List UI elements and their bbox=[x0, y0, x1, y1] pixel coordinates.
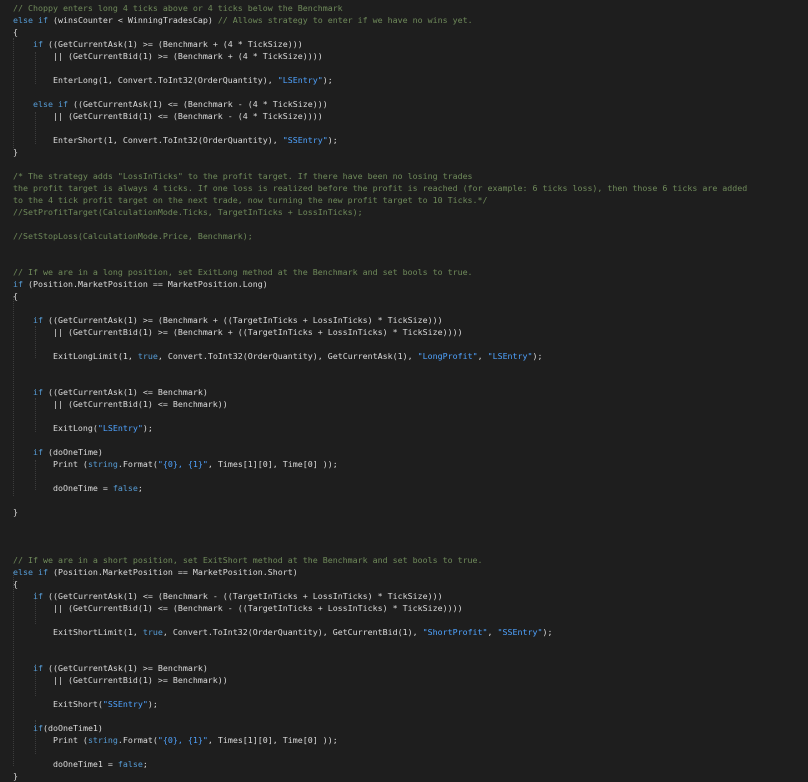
code-line[interactable] bbox=[13, 326, 463, 338]
code-line[interactable] bbox=[13, 698, 158, 710]
code-line[interactable] bbox=[13, 2, 343, 14]
code-token: } bbox=[13, 147, 18, 157]
code-line[interactable] bbox=[13, 578, 18, 590]
code-line[interactable] bbox=[13, 206, 363, 218]
code-line[interactable] bbox=[13, 194, 488, 206]
code-token: "LongProfit" bbox=[417, 351, 478, 361]
code-token: if bbox=[32, 387, 43, 397]
code-token: .Format( bbox=[117, 459, 158, 469]
code-line[interactable] bbox=[13, 446, 103, 458]
code-token: ); bbox=[147, 699, 158, 709]
code-token: else if bbox=[32, 99, 68, 109]
code-token: // Choppy enters long 4 ticks above or 4 ticks below the Benchmark bbox=[13, 3, 343, 13]
code-line[interactable] bbox=[13, 734, 338, 746]
code-token: ); bbox=[532, 351, 543, 361]
code-line[interactable] bbox=[13, 14, 473, 26]
code-line[interactable] bbox=[13, 110, 323, 122]
code-token: , Times[1][0], Time[0] )); bbox=[207, 459, 338, 469]
code-token: Print ( bbox=[13, 459, 88, 469]
code-token: "LSEntry" bbox=[97, 423, 143, 433]
code-token: (doOneTime) bbox=[42, 447, 103, 457]
code-token: "LSEntry" bbox=[277, 75, 323, 85]
code-token bbox=[13, 663, 33, 673]
code-token: ); bbox=[322, 75, 333, 85]
code-token bbox=[13, 99, 33, 109]
code-token: "{0}, {1}" bbox=[157, 735, 208, 745]
code-token: if bbox=[32, 39, 43, 49]
code-token: string bbox=[87, 459, 118, 469]
code-token: // If we are in a long position, set ExitLong method at the Benchmark and set bools to true. bbox=[13, 267, 473, 277]
code-token: EnterLong(1, Convert.ToInt32(OrderQuantity), bbox=[13, 75, 278, 85]
code-token: the profit target is always 4 ticks. If one loss is realized before the profit is reached (for example: 6 ticks loss), then those 6 ticks are added bbox=[13, 183, 748, 193]
code-token: "LSEntry" bbox=[487, 351, 533, 361]
code-token: if bbox=[13, 279, 23, 289]
code-line[interactable] bbox=[13, 278, 268, 290]
code-line[interactable] bbox=[13, 590, 443, 602]
code-line[interactable] bbox=[13, 722, 103, 734]
code-token: , bbox=[477, 351, 488, 361]
code-line[interactable] bbox=[13, 26, 18, 38]
code-token: doOneTime = bbox=[13, 483, 113, 493]
code-line[interactable] bbox=[13, 50, 323, 62]
code-token: // If we are in a short position, set ExitShort method at the Benchmark and set bools to true. bbox=[13, 555, 483, 565]
code-token: if bbox=[32, 315, 43, 325]
code-token: if bbox=[32, 447, 43, 457]
code-line[interactable] bbox=[13, 770, 18, 782]
code-token: ; bbox=[142, 759, 148, 769]
code-token: ((GetCurrentAsk(1) <= (Benchmark - ((TargetInTicks + LossInTicks) * TickSize))) bbox=[42, 591, 443, 601]
code-token: { bbox=[13, 291, 18, 301]
code-token: , Convert.ToInt32(OrderQuantity), GetCurrentAsk(1), bbox=[157, 351, 418, 361]
code-token: ExitShort( bbox=[13, 699, 103, 709]
code-line[interactable] bbox=[13, 674, 228, 686]
code-token: ((GetCurrentAsk(1) >= Benchmark) bbox=[42, 663, 208, 673]
code-token: || (GetCurrentBid(1) >= (Benchmark + ((TargetInTicks + LossInTicks) * TickSize)))) bbox=[13, 327, 463, 337]
code-line[interactable] bbox=[13, 386, 208, 398]
code-token bbox=[13, 591, 33, 601]
code-line[interactable] bbox=[13, 506, 18, 518]
code-line[interactable] bbox=[13, 554, 483, 566]
code-token: if bbox=[32, 591, 43, 601]
code-token bbox=[13, 39, 33, 49]
code-line[interactable] bbox=[13, 266, 473, 278]
code-line[interactable] bbox=[13, 290, 18, 302]
code-line[interactable] bbox=[13, 626, 553, 638]
code-token: , bbox=[487, 627, 498, 637]
code-token: ); bbox=[327, 135, 338, 145]
code-token: doOneTime1 = bbox=[13, 759, 118, 769]
code-token: Print ( bbox=[13, 735, 88, 745]
code-line[interactable] bbox=[13, 74, 333, 86]
code-token: } bbox=[13, 771, 18, 781]
code-line[interactable] bbox=[13, 758, 148, 770]
code-token: { bbox=[13, 579, 18, 589]
code-token: ; bbox=[137, 483, 143, 493]
code-token: else if bbox=[13, 15, 48, 25]
code-token: ExitLong( bbox=[13, 423, 98, 433]
code-line[interactable] bbox=[13, 602, 463, 614]
code-token: string bbox=[87, 735, 118, 745]
code-token: to the 4 tick profit target on the next trade, now turning the new profit target to 10 Ticks.*/ bbox=[13, 195, 488, 205]
code-line[interactable] bbox=[13, 170, 473, 182]
code-line[interactable] bbox=[13, 230, 253, 242]
code-line[interactable] bbox=[13, 314, 443, 326]
code-token: (doOneTime1) bbox=[42, 723, 103, 733]
code-token: } bbox=[13, 507, 18, 517]
code-token: false bbox=[117, 759, 143, 769]
code-token: "ShortProfit" bbox=[422, 627, 488, 637]
code-token: "SSEntry" bbox=[282, 135, 328, 145]
code-line[interactable] bbox=[13, 482, 143, 494]
code-line[interactable] bbox=[13, 350, 543, 362]
code-line[interactable] bbox=[13, 398, 228, 410]
code-token: false bbox=[112, 483, 138, 493]
code-token: /* The strategy adds "LossInTicks" to the profit target. If there have been no losing trades bbox=[13, 171, 473, 181]
code-token: "SSEntry" bbox=[497, 627, 543, 637]
code-line[interactable] bbox=[13, 134, 338, 146]
code-line[interactable] bbox=[13, 98, 328, 110]
code-token bbox=[13, 723, 33, 733]
code-token: (Position.MarketPosition == MarketPosition.Short) bbox=[47, 567, 298, 577]
code-token: ((GetCurrentAsk(1) <= (Benchmark - (4 * TickSize))) bbox=[67, 99, 328, 109]
code-token: { bbox=[13, 27, 18, 37]
code-token: , Times[1][0], Time[0] )); bbox=[207, 735, 338, 745]
code-token: "SSEntry" bbox=[102, 699, 148, 709]
code-token: .Format( bbox=[117, 735, 158, 745]
code-token: , Convert.ToInt32(OrderQuantity), GetCurrentBid(1), bbox=[162, 627, 423, 637]
code-token bbox=[13, 447, 33, 457]
code-token: "{0}, {1}" bbox=[157, 459, 208, 469]
code-token: // Allows strategy to enter if we have no wins yet. bbox=[217, 15, 473, 25]
code-token: ((GetCurrentAsk(1) >= (Benchmark + (4 * TickSize))) bbox=[42, 39, 303, 49]
code-line[interactable] bbox=[13, 182, 747, 194]
code-token: //SetStopLoss(CalculationMode.Price, Benchmark); bbox=[13, 231, 253, 241]
code-token: ); bbox=[542, 627, 553, 637]
code-token: ((GetCurrentAsk(1) <= Benchmark) bbox=[42, 387, 208, 397]
code-token: else if bbox=[13, 567, 48, 577]
code-line[interactable] bbox=[13, 662, 208, 674]
code-token: EnterShort(1, Convert.ToInt32(OrderQuantity), bbox=[13, 135, 283, 145]
code-token: ); bbox=[142, 423, 153, 433]
code-token: //SetProfitTarget(CalculationMode.Ticks, TargetInTicks + LossInTicks); bbox=[13, 207, 363, 217]
code-token: (Position.MarketPosition == MarketPosition.Long) bbox=[23, 279, 268, 289]
code-token bbox=[13, 315, 33, 325]
code-token: if bbox=[32, 723, 43, 733]
code-token: || (GetCurrentBid(1) <= (Benchmark - ((TargetInTicks + LossInTicks) * TickSize)))) bbox=[13, 603, 463, 613]
code-token: (winsCounter < WinningTradesCap) bbox=[47, 15, 218, 25]
code-token: || (GetCurrentBid(1) <= (Benchmark - (4 * TickSize)))) bbox=[13, 111, 323, 121]
code-token bbox=[13, 387, 33, 397]
code-line[interactable] bbox=[13, 146, 18, 158]
code-token: ExitShortLimit(1, bbox=[13, 627, 143, 637]
code-line[interactable] bbox=[13, 38, 303, 50]
code-token: || (GetCurrentBid(1) >= Benchmark)) bbox=[13, 675, 228, 685]
code-line[interactable] bbox=[13, 566, 298, 578]
code-line[interactable] bbox=[13, 458, 338, 470]
code-token: if bbox=[32, 663, 43, 673]
code-line[interactable] bbox=[13, 422, 153, 434]
code-token: ((GetCurrentAsk(1) >= (Benchmark + ((TargetInTicks + LossInTicks) * TickSize))) bbox=[42, 315, 443, 325]
code-token: || (GetCurrentBid(1) <= Benchmark)) bbox=[13, 399, 228, 409]
code-token: true bbox=[137, 351, 158, 361]
code-token: true bbox=[142, 627, 163, 637]
code-token: ExitLongLimit(1, bbox=[13, 351, 138, 361]
code-token: || (GetCurrentBid(1) >= (Benchmark + (4 * TickSize)))) bbox=[13, 51, 323, 61]
